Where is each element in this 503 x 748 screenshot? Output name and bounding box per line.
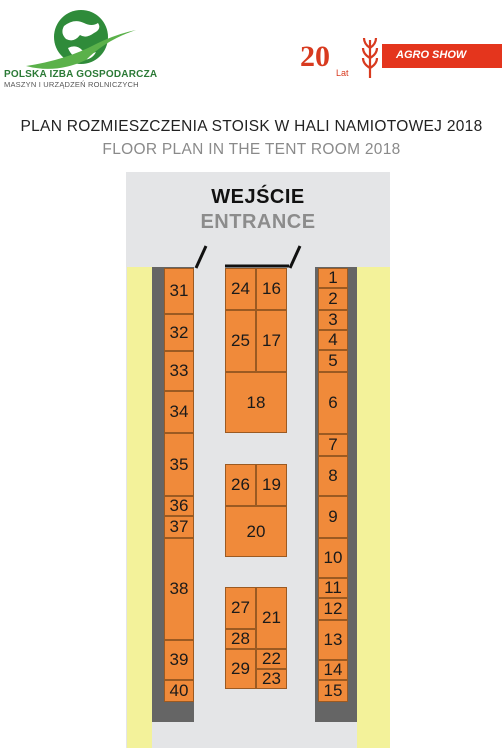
booth-34[interactable]: 34 — [164, 391, 194, 433]
booth-2[interactable]: 2 — [318, 288, 348, 310]
entrance-label-polish: WEJŚCIE — [211, 186, 305, 208]
booth-20[interactable]: 20 — [225, 506, 287, 557]
lat-label: Lat — [336, 68, 349, 78]
booth-23[interactable]: 23 — [256, 669, 287, 689]
title-polish: PLAN ROZMIESZCZENIA STOISK W HALI NAMIOTOWEJ 2018 — [20, 118, 483, 135]
booth-27[interactable]: 27 — [225, 587, 256, 629]
booth-24[interactable]: 24 — [225, 268, 256, 310]
booth-29[interactable]: 29 — [225, 649, 256, 689]
booth-18[interactable]: 18 — [225, 372, 287, 433]
booth-22[interactable]: 22 — [256, 649, 287, 669]
booth-10[interactable]: 10 — [318, 538, 348, 578]
years-number: 20 — [300, 40, 330, 73]
door-line-right — [290, 246, 300, 268]
booth-35[interactable]: 35 — [164, 433, 194, 496]
booth-38[interactable]: 38 — [164, 538, 194, 640]
booth-14[interactable]: 14 — [318, 660, 348, 680]
booth-9[interactable]: 9 — [318, 496, 348, 538]
booth-7[interactable]: 7 — [318, 434, 348, 456]
booth-28[interactable]: 28 — [225, 629, 256, 649]
booth-6[interactable]: 6 — [318, 372, 348, 434]
booth-25[interactable]: 25 — [225, 310, 256, 372]
booth-8[interactable]: 8 — [318, 456, 348, 496]
booth-32[interactable]: 32 — [164, 314, 194, 351]
booth-19[interactable]: 19 — [256, 464, 287, 506]
booth-33[interactable]: 33 — [164, 351, 194, 391]
org-name-line2: MASZYN I URZĄDZEŃ ROLNICZYCH — [4, 80, 139, 89]
entrance-label-english: ENTRANCE — [200, 211, 316, 233]
booth-15[interactable]: 15 — [318, 680, 348, 702]
booth-11[interactable]: 11 — [318, 578, 348, 598]
org-name-line1: POLSKA IZBA GOSPODARCZA — [4, 69, 158, 80]
agro-show-label: AGRO SHOW — [396, 49, 467, 61]
booth-31[interactable]: 31 — [164, 268, 194, 314]
door-line-left — [196, 246, 206, 268]
booth-39[interactable]: 39 — [164, 640, 194, 680]
booth-4[interactable]: 4 — [318, 330, 348, 350]
booth-13[interactable]: 13 — [318, 620, 348, 660]
booth-3[interactable]: 3 — [318, 310, 348, 330]
title-english: FLOOR PLAN IN THE TENT ROOM 2018 — [102, 141, 401, 158]
booth-21[interactable]: 21 — [256, 587, 287, 649]
booth-1[interactable]: 1 — [318, 268, 348, 288]
booth-40[interactable]: 40 — [164, 680, 194, 702]
booth-16[interactable]: 16 — [256, 268, 287, 310]
booth-36[interactable]: 36 — [164, 496, 194, 516]
booth-5[interactable]: 5 — [318, 350, 348, 372]
booth-17[interactable]: 17 — [256, 310, 287, 372]
booth-26[interactable]: 26 — [225, 464, 256, 506]
booth-37[interactable]: 37 — [164, 516, 194, 538]
booth-12[interactable]: 12 — [318, 598, 348, 620]
